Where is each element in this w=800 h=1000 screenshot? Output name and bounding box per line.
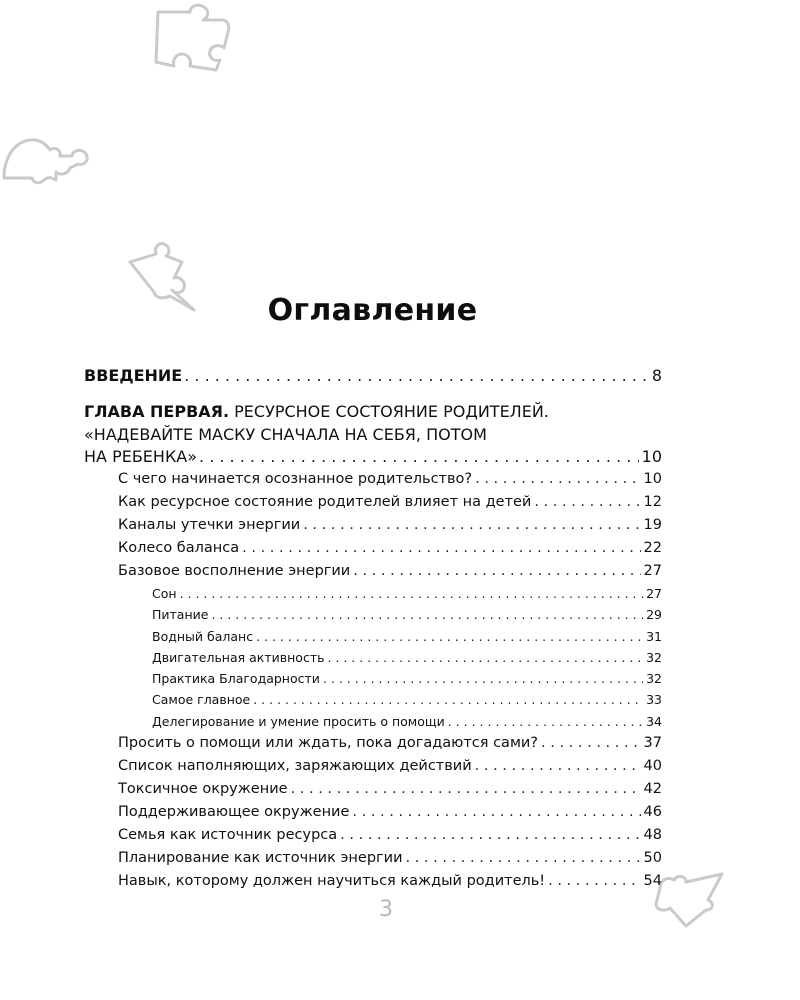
toc-entry[interactable] — [84, 468, 662, 491]
puzzle-piece-icon — [150, 2, 235, 72]
toc-entry-label: Навык, которому должен научиться каждый родитель! — [118, 873, 546, 890]
toc-entry[interactable] — [84, 801, 662, 824]
toc-page-number: 10 — [643, 471, 662, 487]
dot-leader — [291, 778, 641, 801]
toc-entry-label: Водный баланс — [152, 628, 254, 644]
toc-page-number: 31 — [646, 628, 662, 644]
toc-page-number: 46 — [643, 804, 662, 821]
toc-page-number: 10 — [641, 447, 662, 466]
dot-leader — [548, 870, 640, 893]
toc-entry[interactable] — [84, 755, 662, 778]
toc-entry-intro[interactable] — [84, 365, 662, 387]
toc-subentry[interactable] — [84, 711, 662, 732]
toc-page-number: 40 — [643, 758, 662, 775]
toc-entry-label: Каналы утечки энергии — [118, 517, 301, 533]
dot-leader — [199, 446, 639, 468]
toc-entry-label: ВВЕДЕНИЕ — [84, 366, 183, 385]
dot-leader — [541, 732, 641, 755]
chapter-title-line-1 — [84, 401, 662, 424]
toc-entry[interactable] — [84, 778, 662, 801]
toc-entry-label: Двигательная активность — [152, 649, 325, 665]
toc-subentry[interactable] — [84, 668, 662, 689]
dot-leader — [256, 626, 643, 647]
toc-subentry[interactable] — [84, 689, 662, 710]
table-of-contents — [84, 364, 662, 893]
toc-subentry[interactable] — [84, 626, 662, 647]
chapter-title-part: РЕСУРСНОЕ СОСТОЯНИЕ РОДИТЕЛЕЙ. — [234, 402, 549, 421]
dot-leader — [327, 647, 643, 668]
toc-entry[interactable] — [84, 514, 662, 537]
toc-entry[interactable] — [84, 491, 662, 514]
toc-entry-label: Как ресурсное состояние родителей влияет на детей — [118, 494, 532, 510]
chapter-title-line-3 — [84, 446, 662, 468]
dot-leader — [340, 824, 640, 847]
toc-entry-label: Поддерживающее окружение — [118, 804, 350, 821]
page-title: Оглавление — [267, 293, 478, 328]
toc-entry-label: Делегирование и умение просить о помощи — [152, 713, 445, 729]
dot-leader — [184, 365, 649, 387]
toc-entry-label: Планирование как источник энергии — [118, 850, 403, 867]
dot-leader — [406, 847, 641, 870]
toc-page-number: 54 — [643, 873, 662, 890]
toc-page-number: 19 — [643, 517, 662, 533]
toc-entry[interactable] — [84, 847, 662, 870]
toc-entry[interactable] — [84, 870, 662, 893]
toc-page-number: 27 — [643, 563, 662, 579]
dot-leader — [475, 468, 640, 491]
dot-leader — [534, 491, 640, 514]
toc-subentry[interactable] — [84, 604, 662, 625]
toc-page-number: 50 — [643, 850, 662, 867]
toc-chapter-heading[interactable] — [84, 401, 662, 468]
toc-page-number: 29 — [646, 607, 662, 623]
toc-entry-label: Базовое восполнение энергии — [118, 563, 351, 579]
toc-page-number: 32 — [646, 649, 662, 665]
chapter-number: ГЛАВА ПЕРВАЯ. — [84, 402, 230, 421]
toc-entry-label: С чего начинается осознанное родительство? — [118, 471, 473, 487]
dot-leader — [448, 711, 643, 732]
toc-page-number: 27 — [646, 586, 662, 601]
toc-entry-label: Сон — [152, 586, 177, 601]
toc-subentry[interactable] — [84, 583, 662, 604]
chapter-title-line-2: «НАДЕВАЙТЕ МАСКУ СНАЧАЛА НА СЕБЯ, ПОТОМ — [84, 424, 487, 444]
toc-page-number: 22 — [643, 540, 662, 556]
toc-page-number: 33 — [646, 692, 662, 708]
toc-entry-label: Список наполняющих, заряжающих действий — [118, 758, 472, 775]
toc-entry[interactable] — [84, 560, 662, 583]
toc-page-number: 32 — [646, 671, 662, 687]
toc-entry[interactable] — [84, 537, 662, 560]
toc-page-number: 12 — [643, 494, 662, 510]
dot-leader — [211, 604, 643, 625]
toc-entry[interactable] — [84, 824, 662, 847]
dot-leader — [323, 668, 643, 689]
toc-entry-label: Самое главное — [152, 692, 251, 708]
toc-page-number: 8 — [651, 366, 662, 385]
dot-leader — [475, 755, 641, 778]
dot-leader — [180, 583, 644, 604]
dot-leader — [353, 560, 640, 583]
page-number: 3 — [379, 897, 393, 922]
dot-leader — [352, 801, 640, 824]
toc-entry[interactable] — [84, 732, 662, 755]
dot-leader — [253, 689, 643, 710]
toc-entry-label: Просить о помощи или ждать, пока догадаются сами? — [118, 735, 539, 752]
toc-entry-label: Колесо баланса — [118, 540, 240, 556]
toc-page-number: 42 — [643, 781, 662, 798]
toc-entry-label: Семья как источник ресурса — [118, 827, 338, 844]
puzzle-piece-icon — [0, 128, 100, 188]
toc-entry-label: Практика Благодарности — [152, 671, 320, 687]
toc-page-number: 34 — [646, 713, 662, 729]
toc-page-number: 48 — [643, 827, 662, 844]
toc-entry-label: Токсичное окружение — [118, 781, 288, 798]
toc-entry-label: Питание — [152, 607, 209, 623]
toc-subentry[interactable] — [84, 647, 662, 668]
dot-leader — [303, 514, 640, 537]
toc-page-number: 37 — [643, 735, 662, 752]
dot-leader — [242, 537, 640, 560]
chapter-title-part: НА РЕБЕНКА» — [84, 447, 198, 466]
